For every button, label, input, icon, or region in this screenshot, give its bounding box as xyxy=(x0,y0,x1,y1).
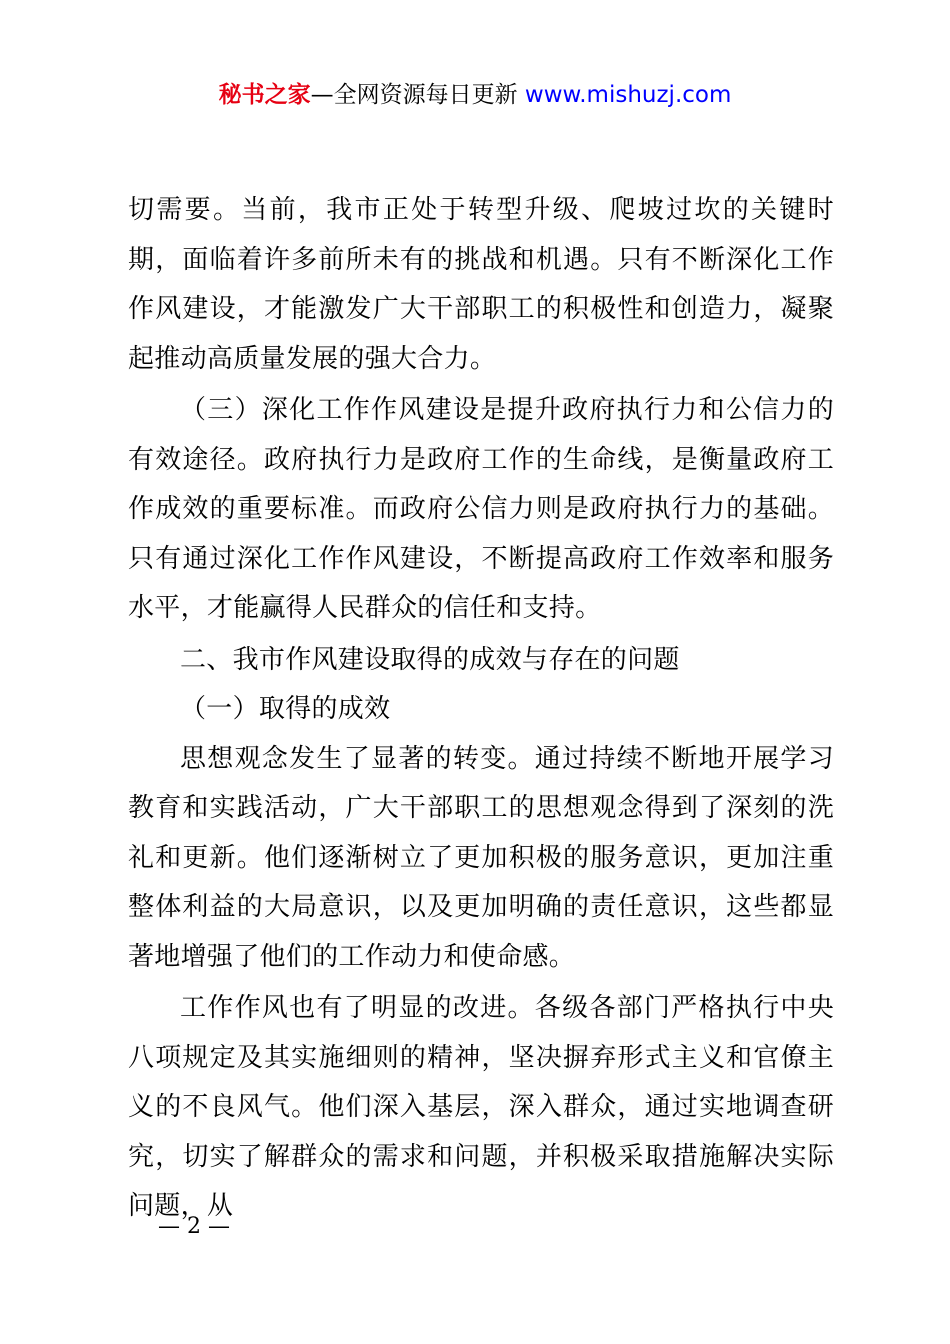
paragraph-section-three: （三）深化工作作风建设是提升政府执行力和公信力的有效途径。政府执行力是政府工作的生命线，是衡量政府工作成效的重要标准。而政府公信力则是政府执行力的基础。只有通过深化工作作风建设，不断提高政府工作效率和服务水平，才能赢得人民群众的信任和支持。 xyxy=(128,395,834,623)
paragraph-continuation: 切需要。当前，我市正处于转型升级、爬坡过坎的关键时期，面临着许多前所未有的挑战和机遇。只有不断深化工作作风建设，才能激发广大干部职工的积极性和创造力，凝聚起推动高质量发展的强大合力。 xyxy=(128,195,834,374)
paragraph-work-style: 工作作风也有了明显的改进。各级各部门严格执行中央八项规定及其实施细则的精神，坚决摒弃形式主义和官僚主义的不良风气。他们深入基层，深入群众，通过实地调查研究，切实了解群众的需求和问题，并积极采取措施解决实际问题，从 xyxy=(128,993,834,1221)
paragraph-mindset-change: 思想观念发生了显著的转变。通过持续不断地开展学习教育和实践活动，广大干部职工的思想观念得到了深刻的洗礼和更新。他们逐渐树立了更加积极的服务意识，更加注重整体利益的大局意识，以及更加明确的责任意识，这些都显著地增强了他们的工作动力和使命感。 xyxy=(128,743,834,972)
site-link[interactable]: www.mishuzj.com xyxy=(524,82,732,108)
document-body xyxy=(128,186,834,1232)
page-number: — 2 — xyxy=(158,1214,230,1239)
header-tagline: —全网资源每日更新 xyxy=(310,82,518,108)
subsection-heading-one: （一）取得的成效 xyxy=(180,694,391,724)
page-header xyxy=(0,78,950,112)
section-heading-two: 二、我市作风建设取得的成效与存在的问题 xyxy=(180,644,680,675)
brand-name: 秘书之家 xyxy=(218,82,311,108)
